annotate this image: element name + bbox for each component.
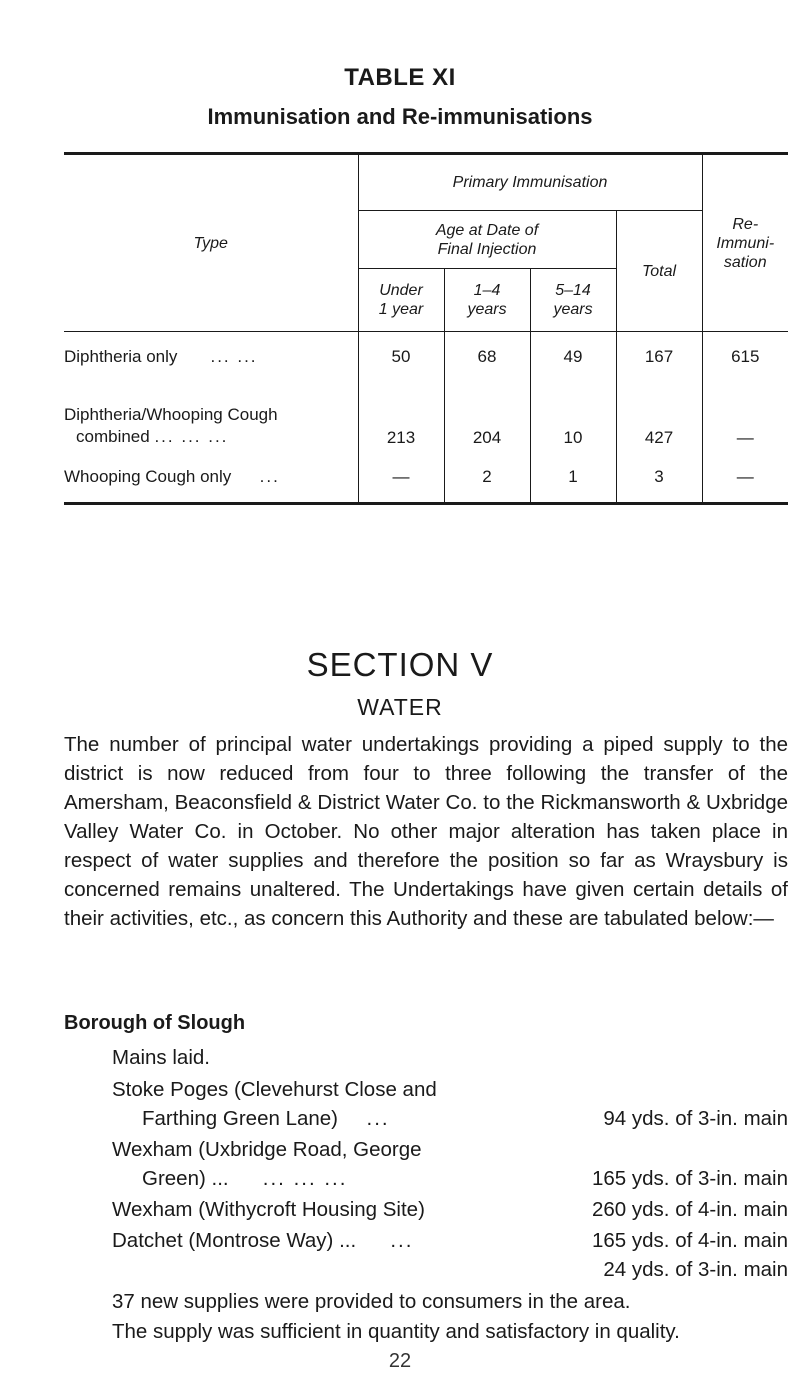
cell-reimm: 615	[702, 332, 788, 383]
cell-1-4: 68	[444, 332, 530, 383]
table-row	[64, 452, 788, 504]
header-reimmunisation: Re- Immuni- sation	[702, 154, 788, 332]
mains-location: Datchet (Montrose Way) ... ...	[112, 1229, 414, 1252]
borough-heading: Borough of Slough	[64, 1012, 246, 1034]
cell-under-1: —	[358, 452, 444, 504]
mains-length: 94 yds. of 3-in. main	[603, 1107, 788, 1130]
immunisation-table	[64, 152, 788, 505]
header-age-final-injection: Age at Date of Final Injection	[358, 211, 616, 269]
closing-line: 37 new supplies were provided to consumers in the area.	[112, 1290, 631, 1313]
mains-length: 165 yds. of 4-in. main 24 yds. of 3-in. main	[592, 1229, 788, 1281]
mains-length: 165 yds. of 3-in. main	[592, 1167, 788, 1190]
mains-length: 260 yds. of 4-in. main	[592, 1198, 788, 1221]
mains-location: Wexham (Withycroft Housing Site)	[112, 1198, 425, 1221]
cell-5-14: 49	[530, 332, 616, 383]
section-subheading: WATER	[357, 694, 443, 720]
cell-5-14: 1	[530, 452, 616, 504]
cell-1-4: 204	[444, 382, 530, 452]
header-type: Type	[64, 154, 358, 332]
cell-total: 3	[616, 452, 702, 504]
cell-reimm: —	[702, 452, 788, 504]
section-heading: SECTION V	[306, 646, 494, 683]
table-row	[64, 382, 788, 452]
cell-under-1: 213	[358, 382, 444, 452]
table-title: TABLE XI	[344, 64, 456, 91]
cell-5-14: 10	[530, 382, 616, 452]
cell-reimm: —	[702, 382, 788, 452]
row-type: Diphtheria only ... ...	[64, 347, 258, 366]
closing-line: The supply was sufficient in quantity and satisfactory in quality.	[112, 1320, 680, 1343]
header-primary-immunisation: Primary Immunisation	[358, 154, 702, 211]
row-type: Diphtheria/Whooping Cough combined ... ... ...	[64, 405, 278, 446]
cell-total: 427	[616, 382, 702, 452]
page-number: 22	[388, 1350, 412, 1372]
header-total: Total	[616, 211, 702, 332]
row-type: Whooping Cough only ...	[64, 452, 358, 504]
header-under-1-year: Under 1 year	[358, 269, 444, 332]
table-subtitle: Immunisation and Re-immunisations	[207, 104, 593, 129]
header-5-14-years: 5–14 years	[530, 269, 616, 332]
mains-location: Wexham (Uxbridge Road, George Green) ... ... ... ...	[112, 1138, 422, 1190]
cell-total: 167	[616, 332, 702, 383]
mains-location: Stoke Poges (Clevehurst Close and Farthing Green Lane) ...	[112, 1078, 437, 1130]
cell-1-4: 2	[444, 452, 530, 504]
cell-under-1: 50	[358, 332, 444, 383]
body-paragraph: The number of principal water undertakings providing a piped supply to the district is now reduced from four to three following the transfer of the Amersham, Beaconsfield & District Water Co. to the Rickmansworth & Uxbridge Valley Water Co. in October. No other major alteration has taken place in respect of water supplies and therefore the position so far as Wraysbury is concerned remains unaltered. The Undertakings have given certain details of their activities, etc., as concern this Authority and these are tabulated below:—	[64, 733, 788, 930]
table-row	[64, 332, 788, 383]
header-1-4-years: 1–4 years	[444, 269, 530, 332]
mains-heading: Mains laid.	[112, 1046, 210, 1069]
